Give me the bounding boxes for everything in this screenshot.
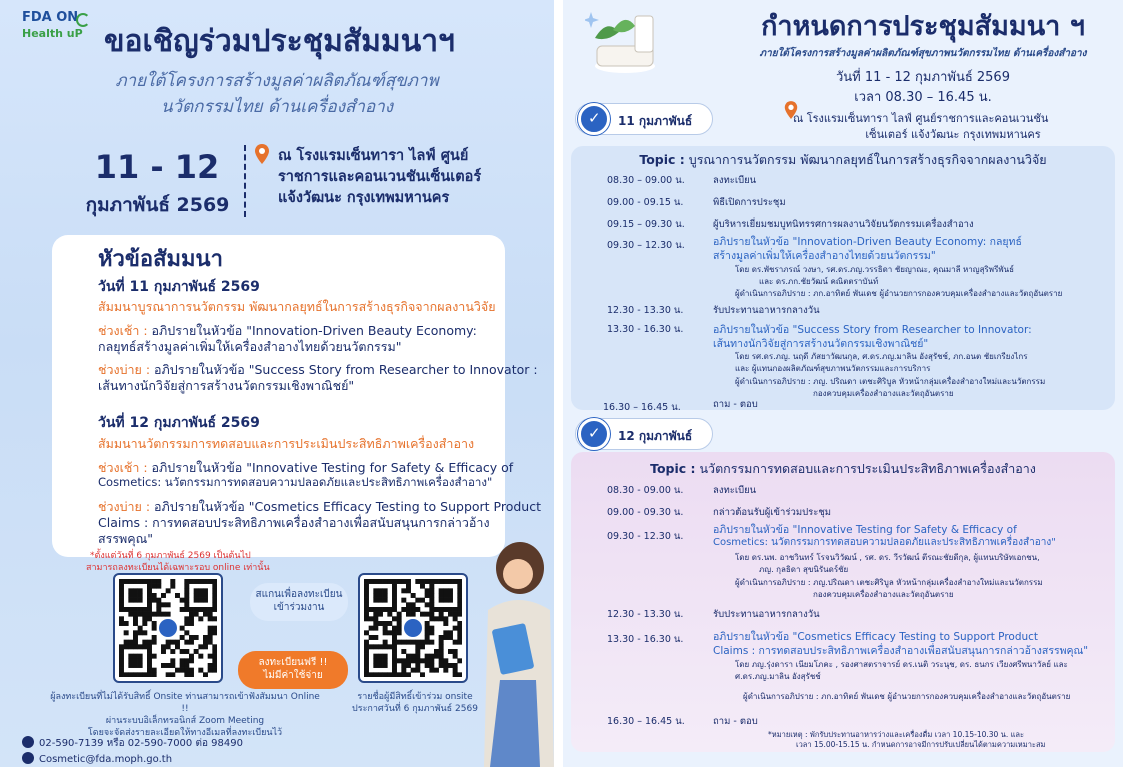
- day1-topic: สัมมนาบูรณาการนวัตกรรม พัฒนากลยุทธ์ในการสร้างธุรกิจจากผลงานวิจัย: [98, 299, 496, 314]
- day1-label: วันที่ 11 กุมภาพันธ์ 2569: [98, 279, 260, 295]
- schedule-item: อภิปรายในหัวข้อ "Cosmetics Efficacy Testing to Support Product: [713, 631, 1039, 643]
- schedule-time: เวลา 08.30 – 16.45 น.: [854, 90, 992, 105]
- woman-illustration: [470, 530, 554, 767]
- email-icon: [22, 752, 34, 764]
- day1-afternoon-2: เส้นทางนักวิจัยสู่การสร้างนวัตกรรมเชิงพาณิชย์": [98, 378, 355, 393]
- registration-note-1: *ตั้งแต่วันที่ 6 กุมภาพันธ์ 2569 เป็นต้นไป: [90, 551, 251, 561]
- location-pin-icon: [253, 143, 271, 165]
- schedule-item: รับประทานอาหารกลางวัน: [713, 609, 820, 620]
- event-days: 11 - 12: [94, 148, 220, 186]
- moderator: ผู้ดำเนินการอภิปราย : ภญ.ปริณดา เตชะศิริบูล หัวหน้ากลุ่มเครื่องสำอางใหม่และนวัตกรรม: [735, 578, 1043, 587]
- schedule-item: อภิปรายในหัวข้อ "Innovative Testing for Safety & Efficacy of: [713, 524, 1017, 536]
- schedule-date: วันที่ 11 - 12 กุมภาพันธ์ 2569: [836, 70, 1010, 85]
- date-divider: [244, 145, 246, 217]
- schedule-item: อภิปรายในหัวข้อ "Innovation-Driven Beauty Economy: กลยุทธ์: [713, 236, 1022, 248]
- event-venue: ณ โรงแรมเซ็นทารา ไลฟ์ ศูนย์ ราชการและคอนเวนชันเซ็นเตอร์ แจ้งวัฒนะ กรุงเทพมหานคร: [278, 148, 482, 206]
- registration-qr-code[interactable]: [113, 573, 223, 683]
- invitation-panel: [0, 0, 554, 767]
- qr-code-icon: [364, 579, 462, 677]
- phone-icon: [22, 736, 34, 748]
- schedule-panel: [563, 0, 1123, 767]
- schedule-item: อภิปรายในหัวข้อ "Success Story from Researcher to Innovator:: [713, 324, 1032, 336]
- schedule-item-2: เส้นทางนักวิจัยสู่การสร้างนวัตกรรมเชิงพาณิชย์": [713, 338, 929, 350]
- onsite-list-qr-code[interactable]: [358, 573, 468, 683]
- invitation-subtitle-2: นวัตกรรมไทย ด้านเครื่องสำอาง: [160, 97, 394, 117]
- schedule-time: 16.30 – 16.45 น.: [607, 716, 685, 727]
- day2-morning-2: Cosmetics: นวัตกรรมการทดสอบความปลอดภัยและประสิทธิภาพเครื่องสำอาง": [98, 475, 493, 489]
- speakers-2: และ ผู้แทนกองผลิตภัณฑ์สุขภาพนวัตกรรมและการบริการ: [735, 364, 931, 373]
- schedule-item: ถาม - ตอบ: [713, 399, 758, 410]
- day2-schedule-topic: Topic : นวัตกรรมการทดสอบและการประเมินประสิทธิภาพเครื่องสำอาง: [650, 461, 1036, 476]
- moderator: ผู้ดำเนินการอภิปราย : ภก.อาทิตย์ พันเดช ผู้อำนวยการกองควบคุมเครื่องสำอางและวัตถุอันตราย: [735, 289, 1063, 298]
- logo-arc-icon: [76, 13, 90, 27]
- speakers-2: และ ดร.ภก.ชัยวัฒน์ คณิตตราบันท์: [759, 277, 879, 286]
- schedule-time: 13.30 - 16.30 น.: [607, 324, 684, 335]
- schedule-time: 12.30 - 13.30 น.: [607, 305, 684, 316]
- schedule-time: 09.15 – 09.30 น.: [607, 219, 685, 230]
- moderator-2: กองควบคุมเครื่องสำอางและวัตถุอันตราย: [813, 590, 954, 599]
- day1-badge: ✓ 11 กุมภาพันธ์: [575, 103, 713, 135]
- moderator: ผู้ดำเนินการอภิปราย : ภญ. ปริณดา เตชะศิริบูล หัวหน้ากลุ่มเครื่องสำอางใหม่และนวัตกรรม: [735, 377, 1046, 386]
- schedule-title: กำหนดการประชุมสัมมนา ฯ: [761, 11, 1085, 42]
- day2-topic: สัมมนานวัตกรรมการทดสอบและการประเมินประสิทธิภาพเครื่องสำอาง: [98, 436, 475, 451]
- day2-label: วันที่ 12 กุมภาพันธ์ 2569: [98, 415, 260, 431]
- onsite-caption: รายชื่อผู้มีสิทธิ์เข้าร่วม onsite ประกาศวันที่ 6 กุมภาพันธ์ 2569: [352, 692, 478, 714]
- speakers: โดย ดร.นพ. อาชวินทร์ โรจนวิวัฒน์ , รศ. ดร. วีรวัฒน์ ตีรณะชัยดีกุล, ผู้แทนบริษัทเอกชน,: [735, 553, 1040, 562]
- fda-logo: FDA ON Health uP: [22, 10, 102, 46]
- moderator-2: กองควบคุมเครื่องสำอางและวัตถุอันตราย: [813, 389, 954, 398]
- schedule-time: 13.30 - 16.30 น.: [607, 634, 684, 645]
- contact-phone[interactable]: 02-590-7139 หรือ 02-590-7000 ต่อ 98490: [22, 736, 243, 751]
- schedule-item: ลงทะเบียน: [713, 485, 757, 496]
- day-badge-icon: ✓: [578, 103, 610, 135]
- day1-morning-2: กลยุทธ์สร้างมูลค่าเพิ่มให้เครื่องสำอางไทยด้วยนวัตกรรม": [98, 339, 402, 354]
- schedule-item-2: Cosmetics: นวัตกรรมการทดสอบความปลอดภัยและประสิทธิภาพเครื่องสำอาง": [713, 537, 1056, 548]
- scan-bubble: สแกนเพื่อลงทะเบียน เข้าร่วมงาน: [250, 583, 348, 621]
- speakers: โดย ภญ.รุ่งดารา เนียมโภคะ , รองศาสตราจารย์ ดร.เนติ วระนุช, ดร. ธนกร เวียงศรีพนาวัลย์ และ: [735, 660, 1068, 669]
- schedule-time: 08.30 - 09.00 น.: [607, 485, 684, 496]
- schedule-item: ผู้บริหารเยี่ยมชมบูทนิทรรศการผลงานวิจัยนวัตกรรมเครื่องสำอาง: [713, 219, 974, 230]
- speakers: โดย รศ.ดร.ภญ. นฤดี ภัสยาวัฒนกุล, ศ.ดร.ภญ.มาลิน อังสุรัชช์, ภก.อนต ชัยเกรียงไกร: [735, 352, 1028, 361]
- schedule-subtitle: ภายใต้โครงการสร้างมูลค่าผลิตภัณฑ์สุขภาพนวัตกรรมไทย ด้านเครื่องสำอาง: [759, 48, 1087, 59]
- schedule-item: พิธีเปิดการประชุม: [713, 197, 786, 208]
- free-registration-bubble: ลงทะเบียนฟรี !! ไม่มีค่าใช้จ่าย: [238, 651, 348, 689]
- event-month: กุมภาพันธ์ 2569: [85, 194, 230, 216]
- schedule-time: 08.30 – 09.00 น.: [607, 175, 685, 186]
- speakers-2: ศ.ดร.ภญ.มาลิน อังสุรัชช์: [735, 672, 821, 681]
- day2-afternoon: ช่วงบ่าย : อภิปรายในหัวข้อ "Cosmetics Efficacy Testing to Support Product: [98, 499, 542, 514]
- day1-schedule-topic: Topic : บูรณาการนวัตกรรม พัฒนากลยุทธ์ในการสร้างธุรกิจจากผลงานวิจัย: [639, 152, 1047, 167]
- schedule-item: ลงทะเบียน: [713, 175, 757, 186]
- day1-afternoon: ช่วงบ่าย : อภิปรายในหัวข้อ "Success Story from Researcher to Innovator :: [98, 362, 538, 377]
- day2-afternoon-3: สรรพคุณ": [98, 531, 154, 546]
- qr-code-icon: [119, 579, 217, 677]
- schedule-time: 09.00 - 09.30 น.: [607, 507, 684, 518]
- invitation-title: ขอเชิญร่วมประชุมสัมมนาฯ: [104, 24, 455, 59]
- schedule-venue-2: เซ็นเตอร์ แจ้งวัฒนะ กรุงเทพมหานคร: [865, 128, 1041, 141]
- online-caption: ผู้ลงทะเบียนที่ไม่ได้รับสิทธิ์ Onsite ท่านสามารถเข้าฟังสัมมนา Online !! ผ่านระบบอิเล็กทรอนิกส์ Zoom Meeting โดยจะจัดส่งรายละเอียดให้ทางอีเมลที่ลงทะเบียนไว้: [50, 692, 320, 738]
- day2-morning: ช่วงเช้า : อภิปรายในหัวข้อ "Innovative Testing for Safety & Efficacy of: [98, 460, 514, 475]
- registration-note-2: สามารถลงทะเบียนได้เฉพาะรอบ online เท่านั้น: [86, 563, 270, 573]
- day1-morning: ช่วงเช้า : อภิปรายในหัวข้อ "Innovation-Driven Beauty Economy:: [98, 323, 477, 338]
- day2-badge: ✓ 12 กุมภาพันธ์: [575, 418, 713, 450]
- schedule-item: ถาม - ตอบ: [713, 716, 758, 727]
- schedule-item: รับประทานอาหารกลางวัน: [713, 305, 820, 316]
- invitation-subtitle-1: ภายใต้โครงการสร้างมูลค่าผลิตภัณฑ์สุขภาพ: [115, 71, 439, 91]
- schedule-time: 09.30 – 12.30 น.: [607, 240, 685, 251]
- panel-divider: [554, 0, 563, 767]
- day2-afternoon-2: Claims : การทดสอบประสิทธิภาพเครื่องสำอางเพื่อสนับสนุนการกล่าวอ้าง: [98, 515, 490, 530]
- schedule-time: 09.00 - 09.15 น.: [607, 197, 684, 208]
- schedule-footnote: *หมายเหตุ : พักรับประทานอาหารว่างและเครื่องดื่ม เวลา 10.15-10.30 น. และ เวลา 15.00-15.15 น. กำหนดการอาจมีการปรับเปลี่ยนได้ตามความเหมาะสม: [768, 730, 1046, 749]
- contact-email[interactable]: Cosmetic@fda.moph.go.th: [22, 752, 172, 765]
- schedule-time: 09.30 - 12.30 น.: [607, 531, 684, 542]
- schedule-item: กล่าวต้อนรับผู้เข้าร่วมประชุม: [713, 507, 832, 518]
- schedule-item-2: Claims : การทดสอบประสิทธิภาพเครื่องสำอางเพื่อสนับสนุนการกล่าวอ้างสรรพคุณ": [713, 645, 1089, 657]
- speakers: โดย ดร.พัชราภรณ์ วงษา, รศ.ดร.ภญ.วรรธิดา ชัยญาณะ, คุณมาลี หาญสุริพรีพันธ์: [735, 265, 1014, 274]
- schedule-time: 16.30 – 16.45 น.: [603, 402, 681, 413]
- schedule-item-2: สร้างมูลค่าเพิ่มให้เครื่องสำอางไทยด้วยนวัตกรรม": [713, 250, 936, 262]
- schedule-time: 12.30 - 13.30 น.: [607, 609, 684, 620]
- cosmetics-illustration: [585, 8, 681, 76]
- topics-title: หัวข้อสัมมนา: [98, 247, 223, 272]
- speakers-2: ภญ. กุลธิดา สุขนิรันดร์ชัย: [759, 565, 849, 574]
- moderator: ผู้ดำเนินการอภิปราย : ภก.อาทิตย์ พันเดช ผู้อำนวยการกองควบคุมเครื่องสำอางและวัตถุอันตราย: [743, 692, 1071, 701]
- schedule-venue-1: ณ โรงแรมเซ็นทารา ไลฟ์ ศูนย์ราชการและคอนเวนชัน: [793, 112, 1049, 125]
- day-badge-icon: ✓: [578, 418, 610, 450]
